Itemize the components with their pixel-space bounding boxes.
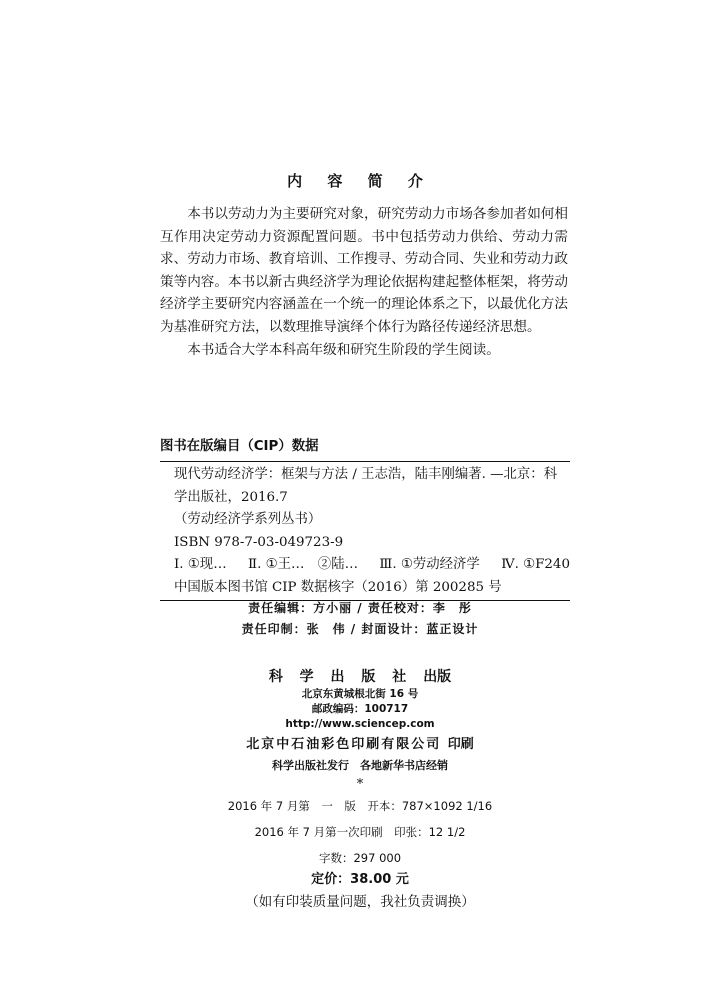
price: 定价：38.00 元 — [311, 872, 409, 887]
word-count: 字数：297 000 — [318, 851, 402, 865]
cip-isbn: ISBN 978-7-03-049723-9 — [174, 534, 344, 550]
cip-series: （劳动经济学系列丛书） — [174, 512, 322, 527]
star-separator: * — [356, 777, 364, 792]
credits — [0, 598, 720, 640]
cip-class-item: Ⅳ. ①F240 — [501, 557, 570, 572]
quality-notice: （如有印装质量问题，我社负责调换） — [245, 894, 475, 910]
distributor-line: 科学出版社发行 各地新华书店经销 — [272, 759, 448, 772]
publisher-postcode: 邮政编码：100717 — [311, 703, 409, 715]
summary-paragraph: 本书以劳动力为主要研究对象，研究劳动力市场各参加者如何相互作用决定劳动力资源配置问题。书中包括劳动力供给、劳动力需求、劳动力市场、教育培训、工作搜寻、劳动合同、失业和劳动力政策等内容。本书以新古典经济学为理论依据构建起整体框架，将劳动经济学主要研究内容涵盖在一个统一的理论体系之下，以最优化方法为基准研究方法，以数理推导演绎个体行为路径传递经济思想。 — [160, 206, 568, 335]
cip-class-item: Ⅰ. ①现… — [174, 557, 227, 572]
printer-name: 北京中石油彩色印刷有限公司 — [246, 737, 442, 752]
cip-record: 中国版本图书馆 CIP 数据核字（2016）第 200285 号 — [174, 579, 502, 595]
page-title: 内 容 简 介 — [287, 172, 433, 190]
cip-header: 图书在版编目（CIP）数据 — [160, 436, 570, 462]
credits-line: 责任编辑：方小丽 / 责任校对：李 彤 — [248, 601, 472, 615]
printer-line — [0, 734, 720, 756]
publisher-name-text: 科 学 出 版 社 — [268, 669, 413, 685]
cip-class-item: Ⅱ. ①王… ②陆… — [248, 557, 358, 572]
cip-class-item: Ⅲ. ①劳动经济学 — [379, 557, 480, 572]
cip-classification — [160, 554, 570, 577]
printer-suffix: 印刷 — [447, 737, 474, 752]
credits-line: 责任印制：张 伟 / 封面设计：蓝正设计 — [241, 622, 479, 636]
publisher-name — [0, 667, 720, 687]
publisher-name-suffix: 出版 — [423, 669, 452, 685]
publisher-address: 北京东黄城根北街 16 号 — [301, 688, 419, 700]
cip-block — [160, 436, 570, 601]
printing-line: 2016 年 7 月第一次印刷 印张：12 1/2 — [254, 825, 466, 839]
cip-entry: 现代劳动经济学：框架与方法 / 王志浩，陆丰刚编著. —北京：科学出版社，2016.7 — [174, 467, 558, 505]
summary-section — [160, 203, 568, 361]
edition-block — [0, 795, 720, 913]
publisher-block — [0, 667, 720, 794]
publisher-url: http://www.sciencep.com — [285, 718, 435, 730]
edition-line: 2016 年 7 月第 一 版 开本：787×1092 1/16 — [227, 799, 493, 813]
summary-paragraph: 本书适合大学本科高年级和研究生阶段的学生阅读。 — [187, 341, 500, 358]
